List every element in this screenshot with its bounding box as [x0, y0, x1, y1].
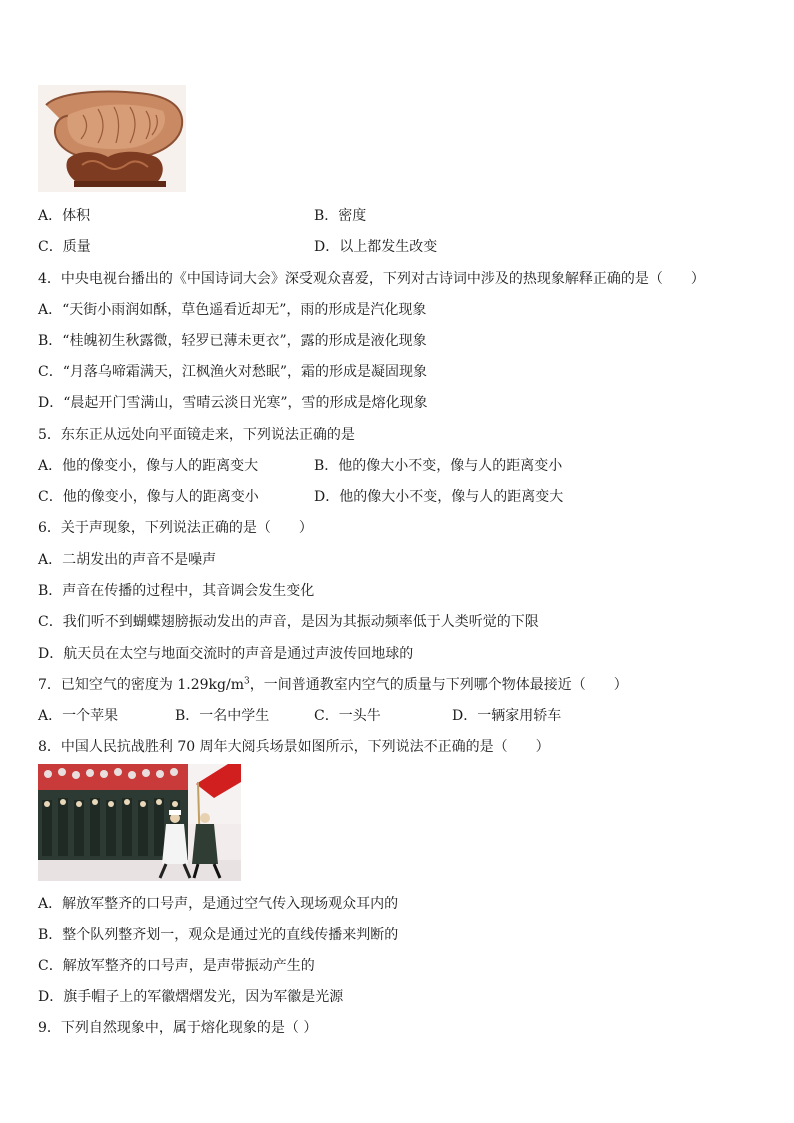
q5-option-c: C．他的像变小，像与人的距离变小 [38, 489, 259, 505]
q4-option-b: B．“桂魄初生秋露微，轻罗已薄未更衣”，露的形成是液化现象 [38, 333, 427, 349]
q5-option-d: D．他的像大小不变，像与人的距离变大 [314, 489, 564, 505]
q8-option-d: D．旗手帽子上的军徽熠熠发光，因为军徽是光源 [38, 989, 344, 1005]
q7-stem [38, 676, 628, 694]
q7-stem-text-rest: ，一间普通教室内空气的质量与下列哪个物体最接近（ ） [249, 677, 628, 693]
q6-option-a: A．二胡发出的声音不是噪声 [38, 552, 217, 568]
q3-option-b: B．密度 [314, 208, 367, 224]
q8-option-c: C．解放军整齐的口号声，是声带振动产生的 [38, 958, 315, 974]
q8-option-a: A．解放军整齐的口号声，是通过空气传入现场观众耳内的 [38, 896, 399, 912]
q3-option-d: D．以上都发生改变 [314, 239, 438, 255]
q7-stem-text: 7．已知空气的密度为 1.29kg/m [38, 677, 244, 693]
q5-option-b: B．他的像大小不变，像与人的距离变小 [314, 458, 563, 474]
q3-option-c: C．质量 [38, 239, 91, 255]
q5-option-a: A．他的像变小，像与人的距离变大 [38, 458, 259, 474]
parade-photo [38, 764, 241, 881]
q6-stem: 6．关于声现象，下列说法正确的是（ ） [38, 520, 313, 536]
q3-option-a: A．体积 [38, 208, 91, 224]
q4-option-c: C．“月落乌啼霜满天，江枫渔火对愁眠”，霜的形成是凝固现象 [38, 364, 428, 380]
q7-option-c: C．一头牛 [314, 708, 381, 724]
q5-stem: 5．东东正从远处向平面镜走来，下列说法正确的是 [38, 427, 355, 443]
q4-stem: 4．中央电视台播出的《中国诗词大会》深受观众喜爱，下列对古诗词中涉及的热现象解释正确的是（ ） [38, 271, 705, 287]
q7-option-b: B．一名中学生 [175, 708, 270, 724]
q6-option-d: D．航天员在太空与地面交流时的声音是通过声波传回地球的 [38, 646, 414, 662]
q9-stem: 9．下列自然现象中，属于熔化现象的是（ ） [38, 1020, 318, 1036]
q4-option-a: A．“天街小雨润如酥，草色遥看近却无”，雨的形成是汽化现象 [38, 302, 427, 318]
q6-option-b: B．声音在传播的过程中，其音调会发生变化 [38, 583, 315, 599]
q7-unit-exponent: 3 [243, 676, 250, 687]
q7-option-a: A．一个苹果 [38, 708, 119, 724]
q6-option-c: C．我们听不到蝴蝶翅膀振动发出的声音，是因为其振动频率低于人类听觉的下限 [38, 614, 539, 630]
q7-option-d: D．一辆家用轿车 [452, 708, 562, 724]
q8-stem: 8．中国人民抗战胜利 70 周年大阅兵场景如图所示，下列说法不正确的是（ ） [38, 739, 550, 755]
carving-photo [38, 85, 186, 192]
q8-option-b: B．整个队列整齐划一，观众是通过光的直线传播来判断的 [38, 927, 399, 943]
q4-option-d: D．“晨起开门雪满山，雪晴云淡日光寒”，雪的形成是熔化现象 [38, 395, 428, 411]
